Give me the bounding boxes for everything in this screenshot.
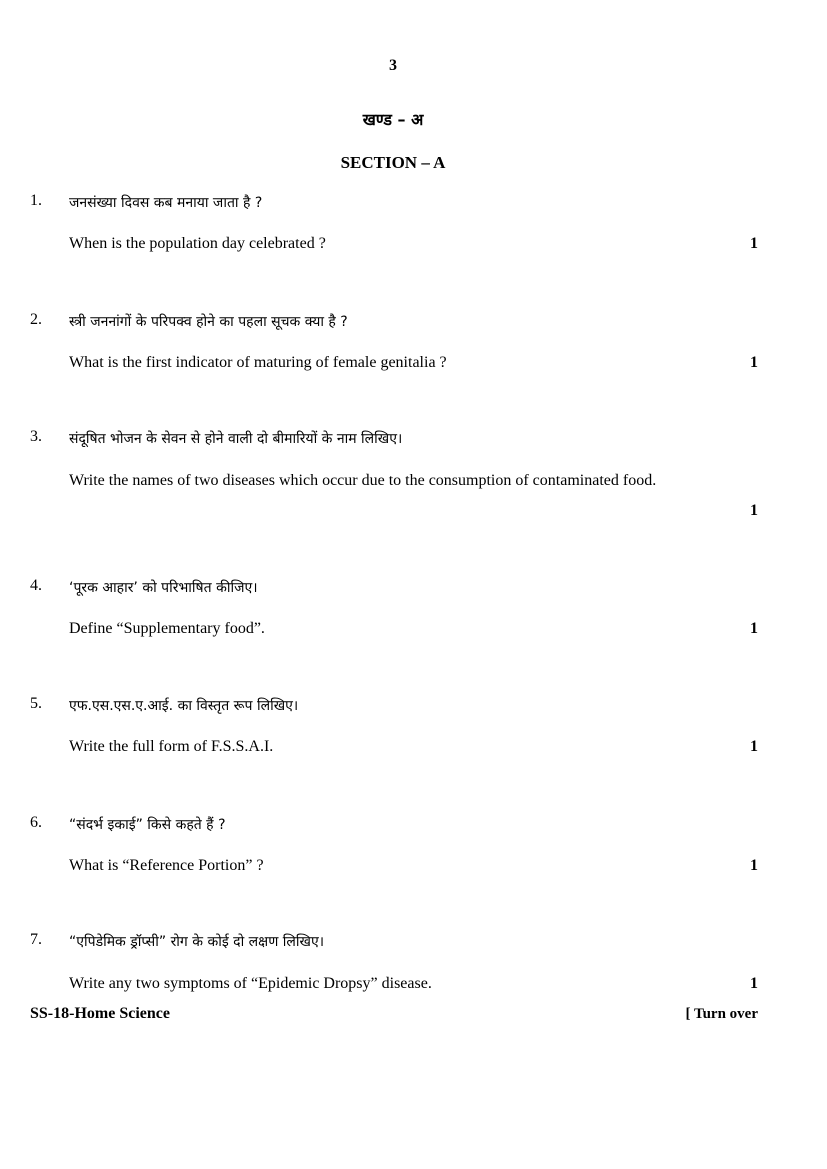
paper-code: SS-18-Home Science: [30, 1005, 170, 1022]
question-text-hindi: स्त्री जननांगों के परिपक्व होने का पहला सूचक क्या है ?: [69, 314, 348, 330]
question-marks: 1: [750, 502, 758, 519]
question-number: 7.: [30, 931, 42, 948]
question-number: 5.: [30, 695, 42, 712]
question-text-hindi: जनसंख्या दिवस कब मनाया जाता है ?: [69, 195, 263, 211]
question-text-hindi: एफ.एस.एस.ए.आई. का विस्तृत रूप लिखिए।: [69, 698, 299, 714]
question-text-english: What is “Reference Portion” ?: [69, 857, 264, 874]
question-text-english: Write the full form of F.S.S.A.I.: [69, 738, 274, 755]
question-marks: 1: [750, 975, 758, 992]
question-text-english: Write any two symptoms of “Epidemic Dropsy” disease.: [69, 975, 432, 992]
question-text-english: When is the population day celebrated ?: [69, 235, 326, 252]
question-text-hindi: संदूषित भोजन के सेवन से होने वाली दो बीमारियों के नाम लिखिए।: [69, 431, 403, 447]
question-text-english: What is the first indicator of maturing of female genitalia ?: [69, 354, 447, 371]
section-title-english: SECTION – A: [340, 153, 446, 172]
question-number: 2.: [30, 311, 42, 328]
question-marks: 1: [750, 857, 758, 874]
question-number: 4.: [30, 577, 42, 594]
question-number: 6.: [30, 814, 42, 831]
question-text-english: Write the names of two diseases which occur due to the consumption of contaminated food.: [69, 472, 657, 489]
section-title-hindi: खण्ड – अ: [362, 110, 424, 129]
question-marks: 1: [750, 620, 758, 637]
question-number: 3.: [30, 428, 42, 445]
page-number: 3: [389, 57, 397, 74]
question-text-hindi: “संदर्भ इकाई” किसे कहते हैं ?: [69, 817, 226, 833]
question-text-english: Define “Supplementary food”.: [69, 620, 265, 637]
question-marks: 1: [750, 235, 758, 252]
question-text-hindi: ‘पूरक आहार’ को परिभाषित कीजिए।: [69, 580, 258, 596]
turn-over-note: [ Turn over: [685, 1006, 758, 1022]
question-marks: 1: [750, 738, 758, 755]
question-marks: 1: [750, 354, 758, 371]
question-text-hindi: “एपिडेमिक ड्रॉप्सी” रोग के कोई दो लक्षण लिखिए।: [69, 934, 325, 950]
question-number: 1.: [30, 192, 42, 209]
